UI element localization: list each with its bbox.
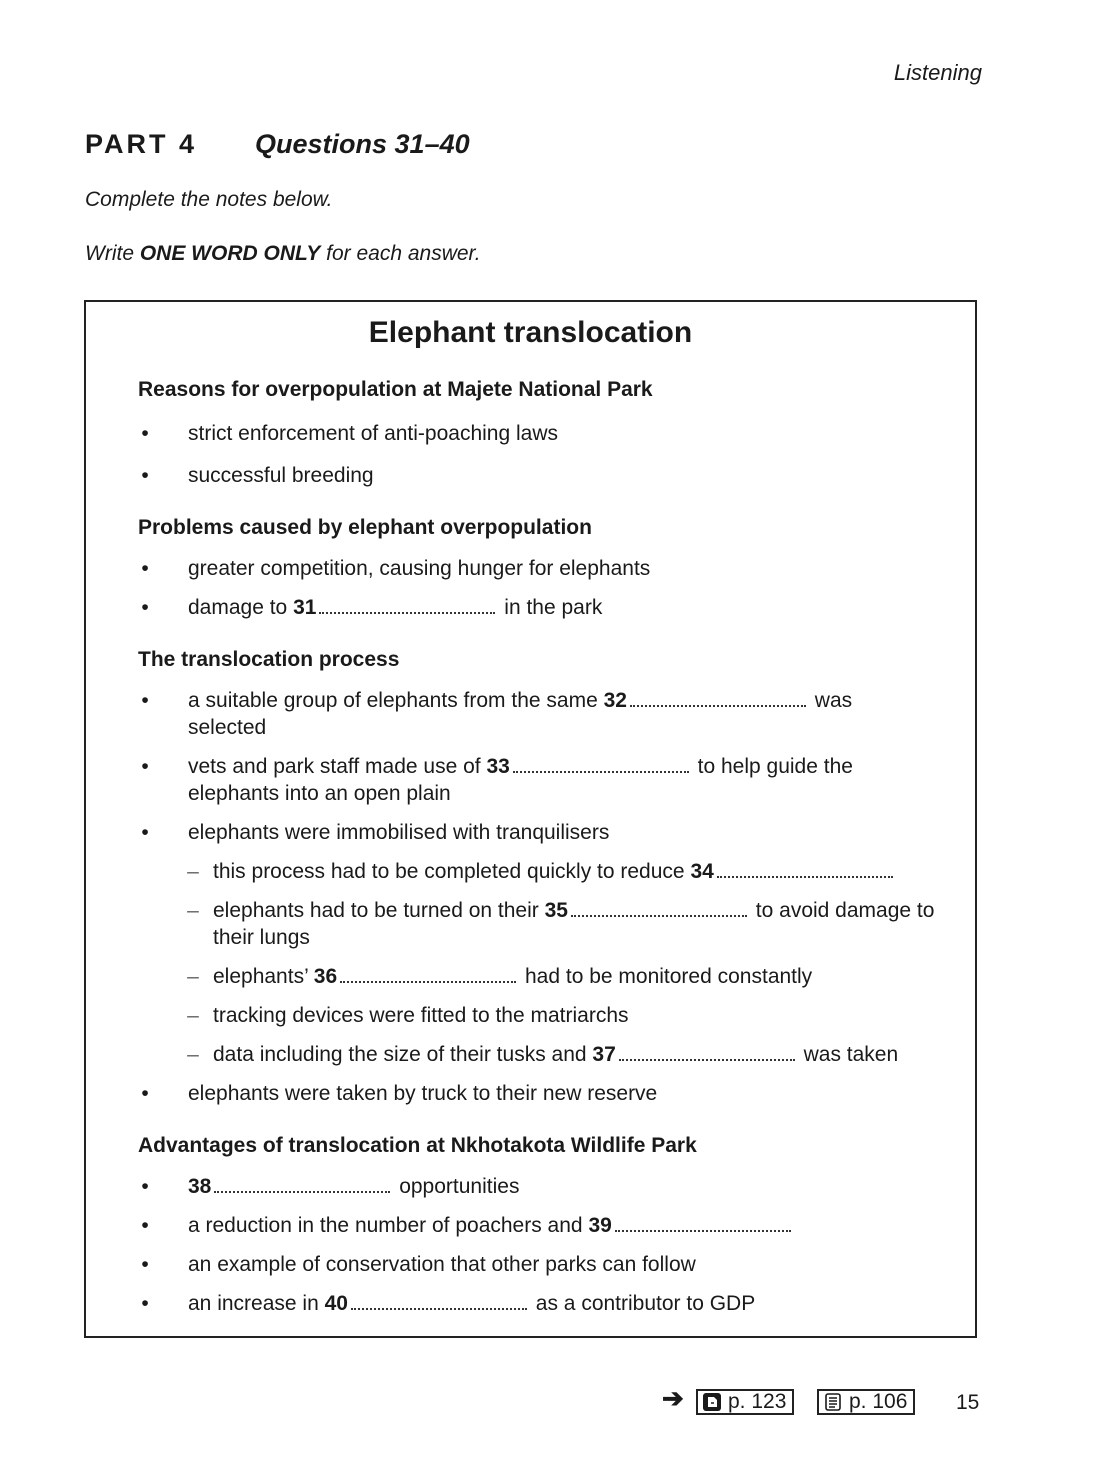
section-heading-advantages: Advantages of translocation at Nkhotakota Wildlife Park: [138, 1134, 697, 1157]
list-item: • strict enforcement of anti-poaching laws: [138, 420, 961, 447]
question-number-32: 32: [603, 689, 627, 712]
reference-page-audio: p. 123: [728, 1390, 787, 1413]
instruction-word-limit: Write ONE WORD ONLY for each answer.: [85, 242, 481, 265]
list-item: • elephants were taken by truck to their new reserve: [138, 1080, 961, 1107]
answer-key-reference[interactable]: [817, 1389, 915, 1417]
question-number-38: 38: [188, 1175, 212, 1198]
question-number-40: 40: [324, 1292, 348, 1315]
answer-gap-38[interactable]: [214, 1173, 390, 1193]
dash-bullet: –: [187, 860, 199, 883]
list-item: • a suitable group of elephants from the same 32 was selected: [138, 687, 961, 741]
bullet: •: [141, 557, 149, 580]
bullet: •: [141, 422, 149, 445]
list-item: • successful breeding: [138, 462, 961, 489]
bullet: •: [141, 821, 149, 844]
question-number-36: 36: [313, 965, 338, 988]
page-number: 15: [956, 1391, 980, 1414]
question-number-33: 33: [486, 755, 510, 778]
bullet: •: [141, 1082, 149, 1105]
list-item: • 38 opportunities: [138, 1173, 961, 1200]
instruction-complete-notes: Complete the notes below.: [85, 188, 333, 211]
bullet: •: [141, 464, 149, 487]
part-heading: [85, 129, 470, 160]
part-label: PART 4: [85, 129, 198, 159]
reference-page-answers: p. 106: [849, 1390, 908, 1413]
audio-script-icon: [703, 1393, 721, 1411]
answer-gap-35[interactable]: [571, 897, 747, 917]
dash-bullet: –: [187, 1043, 199, 1066]
audio-script-reference[interactable]: [696, 1389, 794, 1417]
sub-list-item: – tracking devices were fitted to the matriarchs: [187, 1004, 629, 1027]
sub-list-item: – data including the size of their tusks and 37 was taken: [187, 1043, 899, 1066]
question-number-37: 37: [592, 1043, 616, 1066]
bullet: •: [141, 689, 149, 712]
answer-gap-31[interactable]: [319, 594, 495, 614]
bullet: •: [141, 1175, 149, 1198]
answer-gap-36[interactable]: [340, 963, 516, 983]
dash-bullet: –: [187, 1004, 199, 1027]
list-item: • a reduction in the number of poachers and 39: [138, 1212, 961, 1239]
section-heading-reasons: Reasons for overpopulation at Majete National Park: [138, 378, 653, 401]
sub-list-item: – elephants had to be turned on their 35 to avoid damage to their lungs: [187, 899, 935, 949]
notes-box: [84, 300, 977, 1338]
question-number-39: 39: [588, 1214, 612, 1237]
list-item: • greater competition, causing hunger for elephants: [138, 555, 961, 582]
sub-list-item: – this process had to be completed quickly to reduce 34: [138, 858, 961, 885]
notes-title: Elephant translocation: [368, 316, 693, 349]
answer-gap-33[interactable]: [513, 753, 689, 773]
answer-gap-34[interactable]: [717, 858, 893, 878]
answer-gap-32[interactable]: [630, 687, 806, 707]
question-number-34: 34: [690, 860, 714, 883]
list-item: • elephants were immobilised with tranquilisers: [138, 819, 961, 846]
answer-gap-40[interactable]: [351, 1290, 527, 1310]
bullet: •: [141, 755, 149, 778]
list-item: • an example of conservation that other parks can follow: [138, 1251, 961, 1278]
dash-bullet: –: [187, 899, 199, 922]
section-label: Listening: [893, 60, 982, 85]
list-item: • an increase in 40 as a contributor to GDP: [138, 1290, 961, 1317]
bullet: •: [141, 596, 149, 619]
question-range: Questions 31–40: [255, 129, 470, 159]
list-item: • damage to 31 in the park: [138, 594, 961, 621]
arrow-icon: ➔: [662, 1383, 684, 1413]
question-number-31: 31: [293, 596, 317, 619]
word-limit-emphasis: ONE WORD ONLY: [139, 242, 321, 265]
section-heading-process: The translocation process: [138, 648, 400, 671]
bullet: •: [141, 1253, 149, 1276]
bullet: •: [141, 1214, 149, 1237]
answer-gap-37[interactable]: [619, 1041, 795, 1061]
question-number-35: 35: [544, 899, 568, 922]
bullet: •: [141, 1292, 149, 1315]
dash-bullet: –: [187, 965, 199, 988]
list-item: • vets and park staff made use of 33 to help guide the elephants into an open plain: [138, 753, 961, 807]
sub-list-item: – elephants’ 36 had to be monitored constantly: [187, 965, 813, 988]
section-heading-problems: Problems caused by elephant overpopulation: [138, 516, 592, 539]
answer-gap-39[interactable]: [615, 1212, 791, 1232]
answer-key-icon: [824, 1393, 842, 1411]
